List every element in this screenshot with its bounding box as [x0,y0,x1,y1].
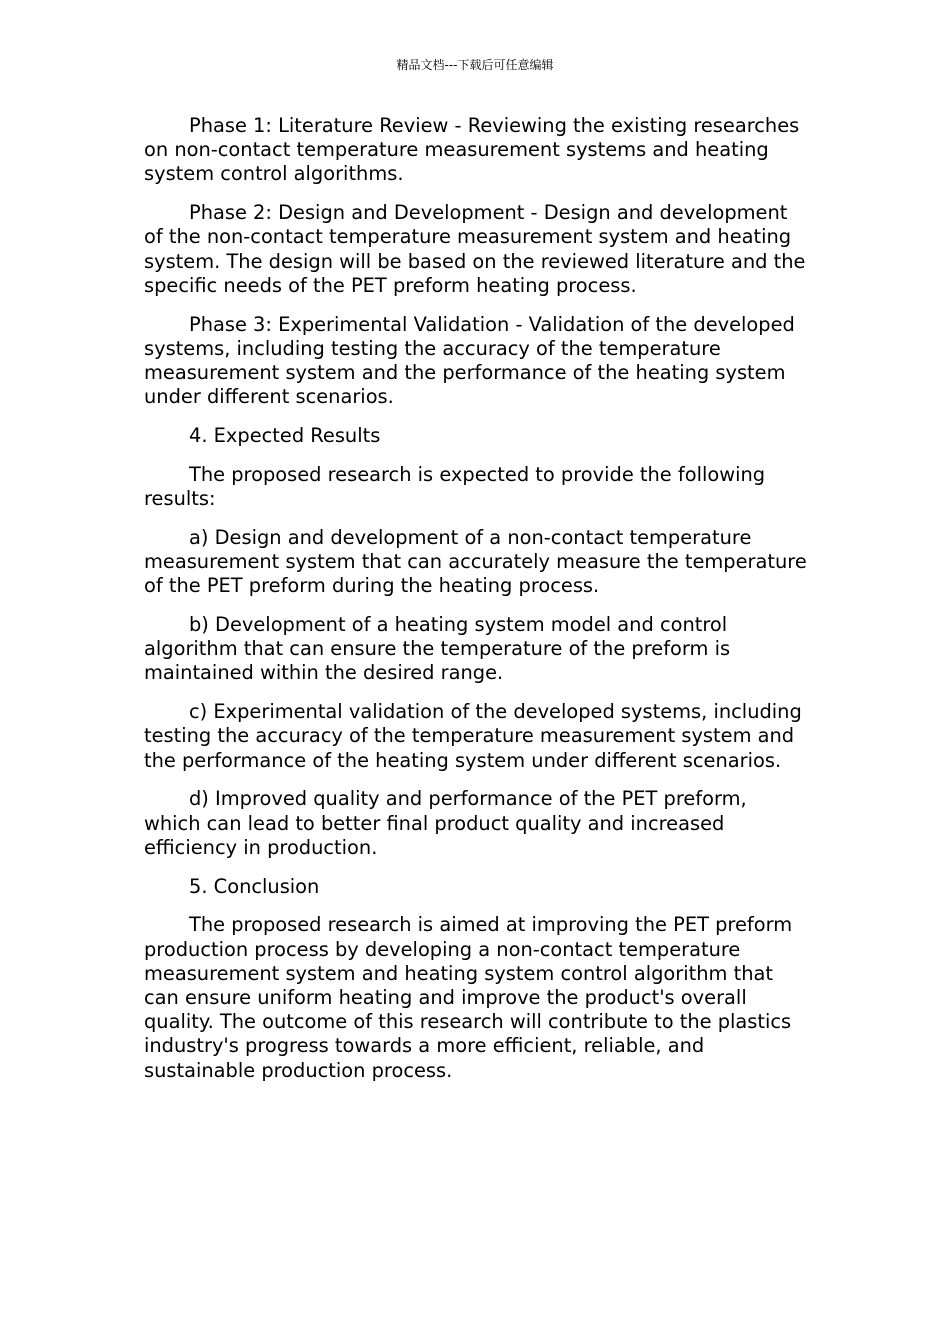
paragraph-phase-3: Phase 3: Experimental Validation - Validation of the developed systems, including testing the accuracy of the temperature measurement system and the performance of the heating system under different scenarios. [144,312,795,409]
paragraph-result-c: c) Experimental validation of the developed systems, including testing the accuracy of the temperature measurement system and the performance of the heating system under different scenarios. [144,700,802,772]
document-body [144,114,808,1097]
paragraph-result-a: a) Design and development of a non-contact temperature measurement system that can accurately measure the temperature of the PET preform during the heating process. [144,525,807,598]
paragraph-results-intro: The proposed research is expected to provide the following results: [144,462,766,511]
section-heading-conclusion: 5. Conclusion [189,874,320,898]
paragraph-conclusion: The proposed research is aimed at improving the PET preform production process by developing a non-contact temperature measurement system and heating system control algorithm that can ensure uniform heating and improve the product's overall quality. The outcome of this research will contribute to the plastics industry's progress towards a more efficient, reliable, and sustainable production process. [144,913,793,1082]
paragraph-phase-1: Phase 1: Literature Review - Reviewing the existing researches on non-contact temperature measurement systems and heating system control algorithms. [144,114,800,186]
paragraph-result-b: b) Development of a heating system model and control algorithm that can ensure the temperature of the preform is maintained within the desired range. [144,613,731,685]
paragraph-phase-2: Phase 2: Design and Development - Design and development of the non-contact temperature measurement system and heating system. The design will be based on the reviewed literature and the specific needs of the PET preform heating process. [144,201,806,297]
section-heading-expected-results: 4. Expected Results [189,424,381,448]
paragraph-result-d: d) Improved quality and performance of the PET preform, which can lead to better final product quality and increased efficiency in production. [144,787,747,859]
page-header: 精品文档---下载后可任意编辑 [396,58,554,72]
